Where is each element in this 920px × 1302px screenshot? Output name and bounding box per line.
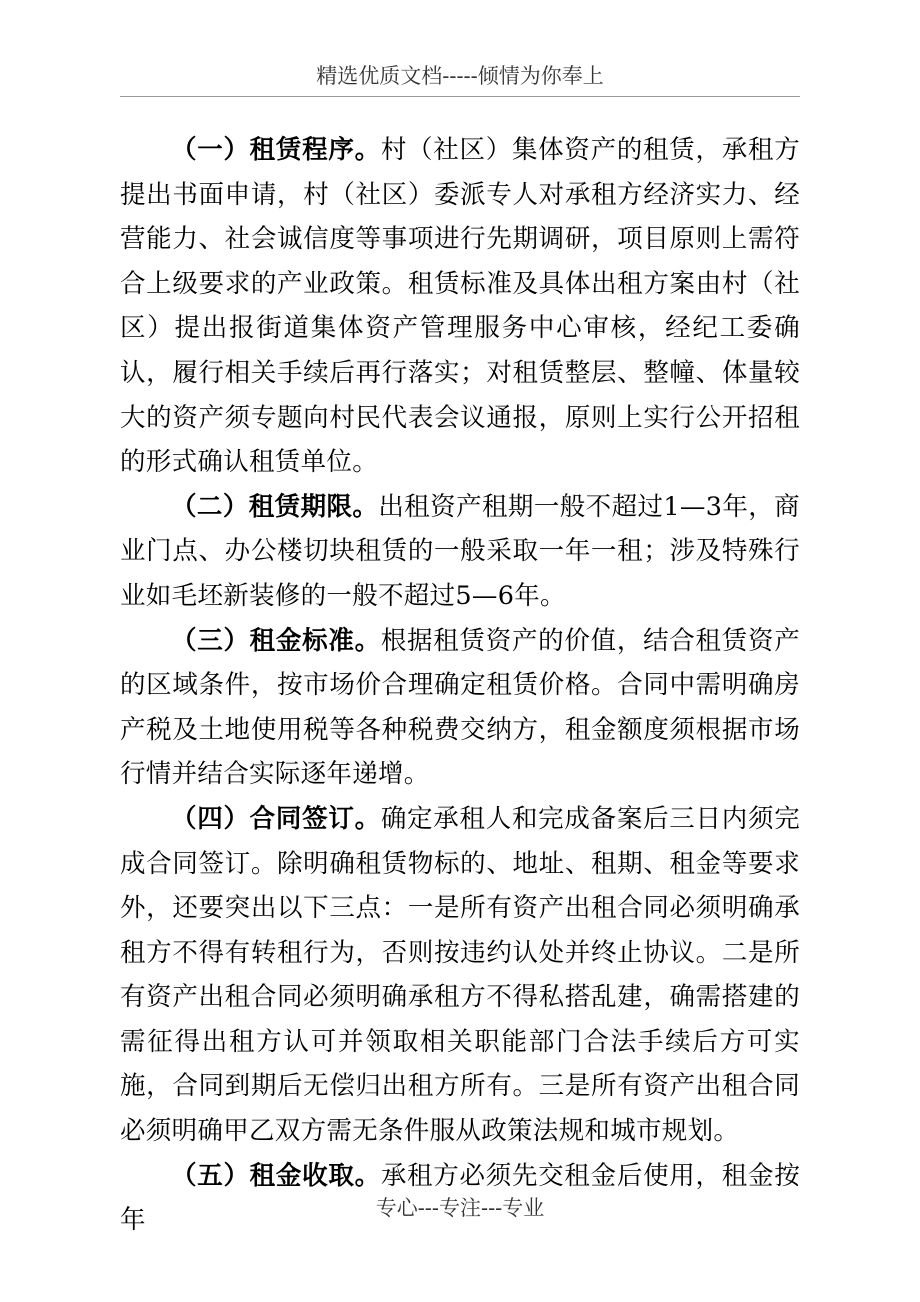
paragraph-text: 承租方必须先交租金后使用，租金按年 xyxy=(120,1160,800,1236)
paragraph-lease-term xyxy=(120,485,800,619)
paragraph-rent-standard xyxy=(120,619,800,797)
page-footer: 专心---专注---专业 xyxy=(375,1196,545,1220)
paragraph-text: 根据租赁资产的价值，结合租赁资产的区域条件，按市场价合理确定租赁价格。合同中需明确房产税及土地使用税等各种税费交纳方，租金额度须根据市场行情并结合实际逐年递增。 xyxy=(120,625,800,790)
paragraph-heading: （二）租赁期限。 xyxy=(171,491,379,522)
paragraph-lease-procedure xyxy=(120,128,800,485)
page-header: 精选优质文档-----倾情为你奉上 xyxy=(120,62,800,97)
document-body xyxy=(120,128,800,1243)
paragraph-heading: （四）合同签订。 xyxy=(171,803,381,834)
paragraph-heading: （三）租金标准。 xyxy=(171,625,381,656)
paragraph-text: 出租资产租期一般不超过1—3年，商业门点、办公楼切块租赁的一般采取一年一租；涉及特殊行业如毛坯新装修的一般不超过5—6年。 xyxy=(120,491,800,611)
paragraph-contract-signing xyxy=(120,797,800,1154)
paragraph-heading: （一）租赁程序。 xyxy=(171,135,381,165)
paragraph-text: 确定承租人和完成备案后三日内须完成合同签订。除明确租赁物标的、地址、租期、租金等要求外，还要突出以下三点：一是所有资产出租合同必须明确承租方不得有转租行为，否则按违约认处并终止协议。二是所有资产出租合同必须明确承租方不得私搭乱建，确需搭建的需征得出租方认可并领取相关职能部门合法手续后方可实施，合同到期后无偿归出租方所有。三是所有资产出租合同必须明确甲乙双方需无条件服从政策法规和城市规划。 xyxy=(120,803,800,1147)
paragraph-heading: （五）租金收取。 xyxy=(171,1160,381,1191)
paragraph-text: 村（社区）集体资产的租赁，承租方提出书面申请，村（社区）委派专人对承租方经济实力、经营能力、社会诚信度等事项进行先期调研，项目原则上需符合上级要求的产业政策。租赁标准及具体出租方案由村（社区）提出报街道集体资产管理服务中心审核，经纪工委确认，履行相关手续后再行落实；对租赁整层、整幢、体量较大的资产须专题向村民代表会议通报，原则上实行公开招租的形式确认租赁单位。 xyxy=(120,135,800,478)
